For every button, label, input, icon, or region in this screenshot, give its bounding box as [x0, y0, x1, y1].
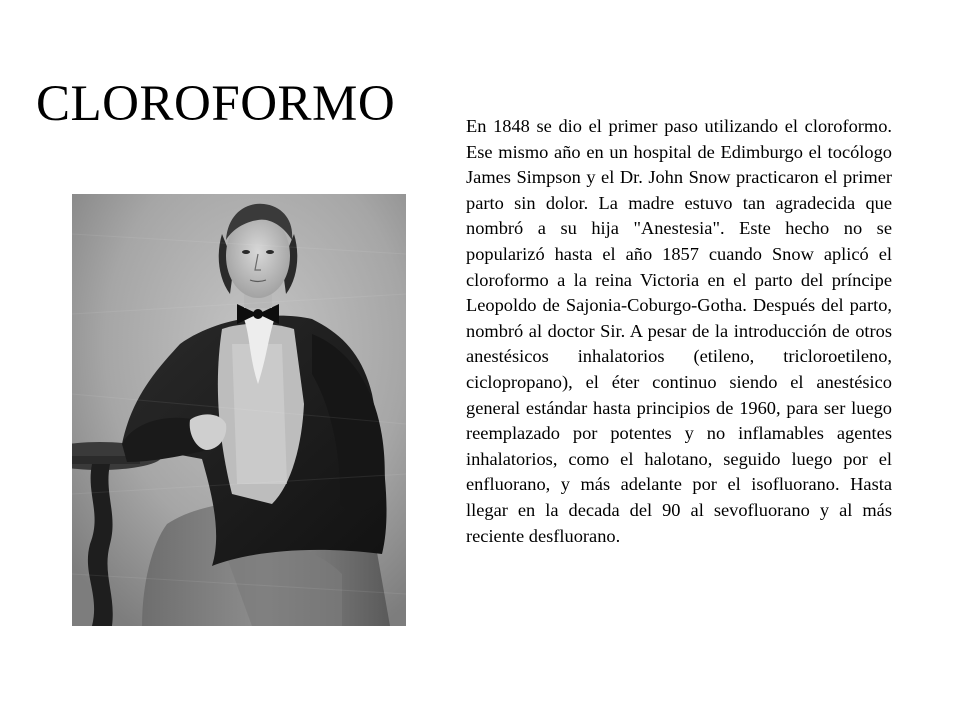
- body-paragraph: En 1848 se dio el primer paso utilizando el cloroformo. Ese mismo año en un hospital de Edimburgo el tocólogo James Simpson y el Dr. John Snow practicaron el primer parto sin dolor. La madre estuvo tan agradecida que nombró a su hija "Anestesia". Este hecho no se popularizó hasta el año 1857 cuando Snow aplicó el cloroformo a la reina Victoria en el parto del príncipe Leopoldo de Sajonia-Coburgo-Gotha. Después del parto, nombró al doctor Sir. A pesar de la introducción de otros anestésicos inhalatorios (etileno, tricloroetileno, ciclopropano), el éter continuo siendo el anestésico general estándar hasta principios de 1960, para ser luego reemplazado por potentes y no inflamables agentes inhalatorios, como el halotano, seguido luego por el enfluorano, y más adelante por el isofluorano. Hasta llegar en la decada del 90 al sevofluorano y al más reciente desfluorano.: [466, 116, 892, 546]
- portrait-photo: [72, 194, 406, 626]
- portrait-illustration: [72, 194, 406, 626]
- slide-title: CLOROFORMO: [36, 76, 396, 132]
